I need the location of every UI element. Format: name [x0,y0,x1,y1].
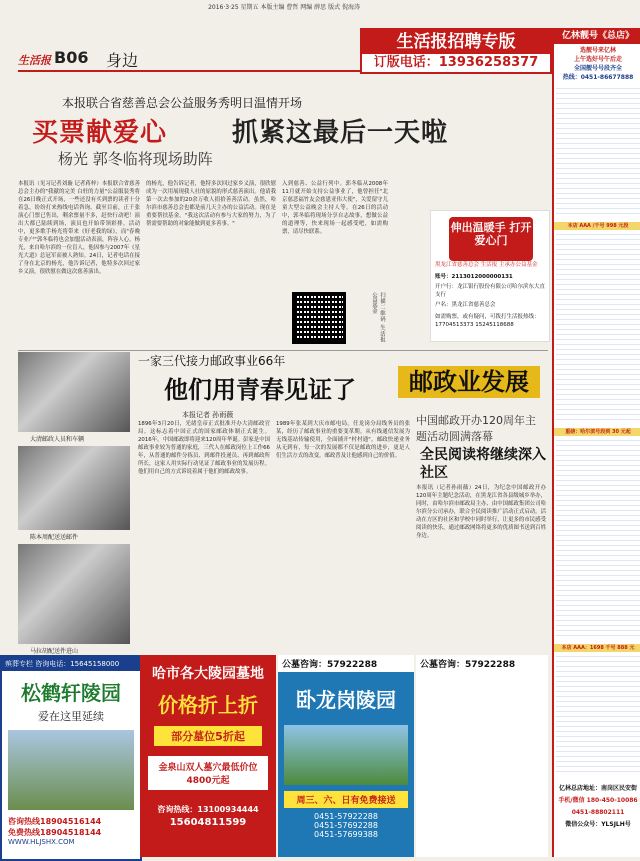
qr-code-icon [292,292,346,344]
ad2-phone-2: 15604811599 [169,817,247,828]
side-headline: 全民阅读将继续深入社区 [420,447,546,481]
recruit-phone: 订版电话：13936258377 [373,55,539,70]
ad1-header: 殡葬专栏 咨询电话：15645158000 [2,657,140,671]
donation-hotline: 如需购票，或有疑问，可拨打生活报热线：17704513373 15245118688 [435,314,540,328]
classifieds-band-2: 重磅：哈尔滨号段到 30 元起 [554,428,640,436]
photo-horse-delivery [18,544,130,644]
ad-songhexuan [0,655,142,861]
story2-col1: 1896年3月20日，光绪皇帝正式批准开办大清邮政官局。这标志着中国正式的国家邮政体制正式诞生。2016年，中国邮政即将迎来120周年华诞。彭家是中国邮政事业较为普通的家庭，三代人在邮政岗位上工作66年，从普通的邮件分拣员、到邮件投递员、再到邮政所所长，这家人用实际行动见证了邮政事业的发展历程。他们用自己的方式诉说着属于他们的邮政故事。 [138,421,270,475]
story2-headline-b: 邮政业发展 [398,366,540,398]
number-list-1 [556,86,640,218]
donation-bank: 开户行：龙江银行股份有限公司哈尔滨东大直支行 [435,284,546,298]
classifieds-line-4: 热线：0451-86677888 [562,74,634,81]
ad1-title: 松鹤轩陵园 [21,681,121,705]
classifieds-footer-3: 0451-88802111 [571,809,625,816]
donation-account: 账号：2113012000000131 [435,274,513,280]
qr-label: 扫描二维码 生活报公益基金 [371,292,385,342]
story1-col2: 的杨光，他告诉记者，他特多次回过家乡义演，很欣慰成为一次用展现我人社的原貌的形式慈善演出。他请我第一次去参加的20余万收人捐拾善善活动。虽然，哈尔滨市慈善总会也都是前几天主办的公益活动。现在是重要帮扶基金。"我这次活动有参与大家的努力，为了帮需要帮助的对象能做到更多善事。" [146,181,276,227]
classifieds-band-3: 本店 AAA：1698 千号 888 元 [554,644,640,652]
side-body: 本报讯（记者孙雨薇）24日，为纪念中国邮政开办120周年主题纪念活动，在黑龙江省各县级城乡举办，同时，由哈尔滨市邮政局主办、由中国邮政集团公司哈尔滨分公司承办，联合全民阅读推广活动正式启动。活动在方区的社区和学校中同时举行，让更多的市民感受阅读的快乐，通过邮政网络将更多的优质图书送到百姓身边。 [416,485,546,539]
donation-box [430,210,550,342]
newspaper-logo: 生活报 [18,54,51,67]
photo-caption-1: 大清邮政人员和车辆 [30,436,85,443]
story-divider [18,350,548,351]
ad2-note: 金泉山双人墓穴最低价位 4800元起 [148,756,268,790]
story2-headline-a: 他们用青春见证了 [164,376,356,404]
ad3-title: 卧龙岗陵园 [296,688,396,712]
dateline: 2016·3·25 星期五 本版主编 曹哲 网编 薛思 版式 倪海涛 [208,4,360,11]
section-name: 身边 [106,51,139,70]
donation-holder: 户名：黑龙江省慈善总会 [435,302,496,308]
recruit-ad [360,28,552,74]
story2-col2: 1989年张某到大庆市邮电局。任龙岗分局线务员的张某，经历了邮政事业的重要变革期。从有线通信发展为无线基站传输使用，全面铺开"村村通"。邮政快递业务从无到有，每一次的发展都不仅是邮政的进步，更是人们生活方式的改变。邮政普及让他感到自己的价值。 [276,421,410,459]
classifieds-title: 亿林靓号《总店》 [554,28,640,44]
classifieds-footer-4: 微信公众号：YLSJLH号 [565,821,631,828]
ad3-phone-1: 0451-57922288 [314,812,378,821]
donation-banner: 伸出温暖手 打开爱心门 [449,217,533,261]
story1-kicker: 本报联合省慈善总会公益服务秀明日温情开场 [62,96,303,110]
classifieds-band-1: 本店 AAA /千号 998 元段 [554,222,640,230]
ad1-url: WWW.HLJSHX.COM [8,838,75,846]
photo-courier [18,446,130,530]
ad1-phone-1: 咨询热线18904516144 [8,817,102,826]
number-list-4 [556,656,640,776]
ad3-note: 周三、六、日有免费接送 [284,791,408,808]
ad3-phone-2: 0451-57692288 [314,821,378,830]
ad2-discount: 部分墓位5折起 [154,726,262,746]
classifieds-column [552,28,640,857]
ad1-image [8,730,134,810]
ad1-slogan: 爱在这里延续 [38,710,104,723]
number-list-2 [556,234,640,424]
number-list-3 [556,440,640,640]
story2-byline: 本报记者 孙雨薇 [182,411,234,419]
classifieds-footer-1: 亿林总店地址：南岗区民安街 [558,785,637,792]
ad3-phone-3: 0451-57699388 [314,830,378,839]
ad4-header: 公墓咨询：57922288 [420,660,516,670]
story1-subhead: 杨光 郭冬临将现场助阵 [58,150,213,168]
page-number: B06 [54,48,89,67]
recruit-title: 生活报招聘专版 [362,30,550,54]
story1-headline-a: 买票献爱心 [32,118,168,148]
ad-cemetery-discount [140,655,276,857]
photo-caption-3: 马拉胡配送件进山 [30,648,79,655]
classifieds-footer-2: 手机/微信 180-450-10086 [558,797,638,804]
ad3-image [284,725,408,785]
ad2-title: 哈市各大陵园墓地 [152,666,264,682]
classifieds-line-2: 上午选好号午后走 [573,56,622,63]
story1-headline-b: 抓紧这最后一天啦 [232,118,449,148]
ad2-phone-1: 咨询热线：13100934444 [157,805,259,814]
photo-postal-carts [18,352,130,432]
story2-kicker: 一家三代接力邮政事业66年 [138,354,286,368]
ad-blank-panel [416,655,548,857]
ad-wolonggang [278,655,414,857]
photo-caption-2: 陈本周配送送邮件 [30,534,79,541]
ad3-header: 公墓咨询：57922288 [278,655,414,672]
ad1-phone-2: 免费热线18904518144 [8,828,102,837]
classifieds-line-3: 全国靓号号段齐全 [573,65,622,72]
story1-col3: 入到慈善、公益行列中。郭冬临从2008年11月就开始支持公益事业了，他曾担任"北京慈悲福竹友会慈恩亚伟大使"，关爱留守儿童大型公益晚会主持人等。在26日的活动中，郭冬临将现场分享自志故事，想做公益的道理等，快来现场一起感受吧，如需购票，请尽快联系。 [282,181,388,235]
ad2-promo: 价格折上折 [158,693,258,717]
side-kicker: 中国邮政开办120周年主题活动圆满落幕 [416,414,536,443]
story1-col1: 本报讯（见习记者刘璇 记者蒋梓）本报联合省慈善总会主办的"我献的完美 白驻的力量"公益服装秀将在26日晚正式开场，一些还没有买到票的读者十分着急，纷纷打来热线电话咨询。截至目前，正千张演心门票已售出，剩余票量不多，赶快行动吧！演出大都已陆续到场，演员也开始带领彩排。活动中，更多歌手杨光将带来《好老我的绿》，而"春晚专业户"郭冬临将也会加盟活动表演，阵容人心。杨光，来自哈尔滨的一位盲人，他因参与2007年《星光大道》总冠军而被人熟知。24日，记者电话在接了身在北京的杨光，他告诉记者，他特多次回过家乡义演，很欣慰在做这次慈善演出。 [18,181,140,275]
donation-org: 黑龙江省慈善总会 生活报 主承办公益基金 [435,262,538,268]
classifieds-line-1: 选靓号来亿林 [579,47,616,54]
